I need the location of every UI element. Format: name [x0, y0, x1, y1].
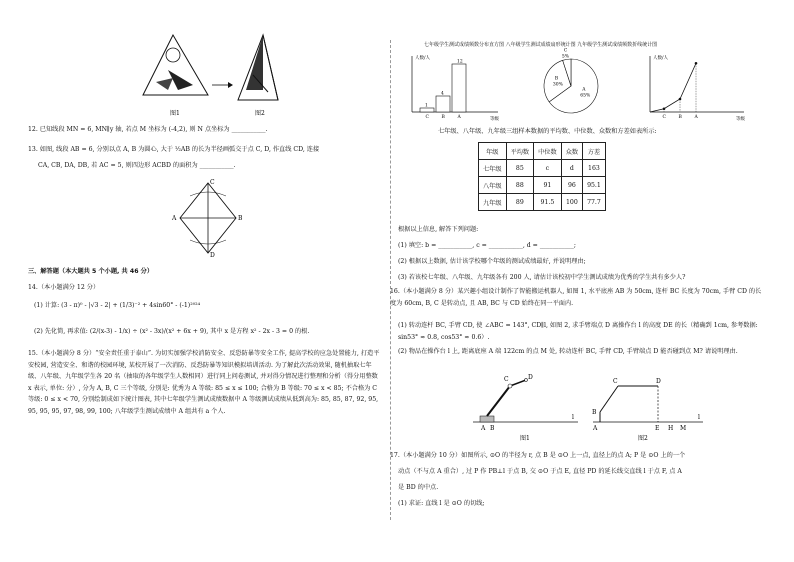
table-row [479, 194, 606, 211]
table-cell: 八年级 [479, 177, 507, 194]
y-axis-label: 人数/人 [653, 56, 669, 61]
robot-label-l: l [572, 414, 574, 421]
table-cell: 100 [561, 194, 582, 211]
table-header: 中位数 [534, 143, 562, 160]
table-cell: c [534, 160, 562, 177]
table-header: 众数 [561, 143, 582, 160]
question-14-head: 14.（本小题满分 12 分） [28, 284, 100, 291]
table-cell: 九年级 [479, 194, 507, 211]
grade7-histogram [398, 52, 508, 122]
pie-percent-label: 5% [561, 54, 569, 60]
table-cell: 88 [506, 177, 534, 194]
robot-label-d: D [528, 374, 533, 381]
label-d: D [210, 252, 215, 259]
table-header-row [479, 143, 606, 160]
label-a: A [172, 215, 177, 222]
robot2-label-l: l [698, 414, 700, 421]
x-axis-label: 等级 [736, 117, 745, 122]
table-row [479, 177, 606, 194]
x-axis-label: 等级 [490, 117, 499, 122]
robot-fig2-label: 图2 [638, 435, 648, 442]
question-12: 12. 已知线段 MN = 6, MN∥y 轴, 若点 M 坐标为 (-4,2), 则 N 点坐标为 ___________. [28, 126, 268, 133]
table-cell: 89 [506, 194, 534, 211]
table-header: 平均数 [506, 143, 534, 160]
table-cell: 七年级 [479, 160, 507, 177]
part-1: (1) 填空: b = ___________, c = ___________, d = ___________; [398, 242, 576, 249]
table-cell: 77.7 [583, 194, 606, 211]
table-cell: 91.5 [534, 194, 562, 211]
pie-category-label: A [582, 87, 586, 93]
stats-table [478, 142, 606, 211]
robot-fig1-label: 图1 [520, 435, 530, 442]
fig2-label: 图2 [255, 110, 265, 117]
question-13-line2: CA, CB, DA, DB, 若 AC = 5, 则四边形 ACBD 的面积为 ___________. [38, 162, 236, 169]
table-cell: 163 [583, 160, 606, 177]
table-header: 年级 [479, 143, 507, 160]
triangle-figures [128, 30, 288, 125]
robot-arm-figures [468, 372, 708, 442]
rhombus-figure [168, 178, 248, 258]
bar [436, 96, 450, 112]
question-15: 15.（本小题满分 8 分）“安全责任重于泰山”. 为切实加强学校消防安全、反恐防暴等安全工作, 提高学校的应急处置能力, 打造平安校园, 营造安全、和谐的校园环境, 某校开展了一次消防、反恐防暴等知识模拟培训活动. 为了解此次活动效果, 随机抽取七年级、八年级、九年级学生各 20 名（抽取的各年级学生人数相同）进行同上问卷测试, 并对得分情况进行整理和分析（得分用整数 x 表示, 单位: 分）, 分为 A, B, C 三个等级, 分别是: 优秀为 A 等级: 85 ≤ x ≤ 100; 合格为 B 等级: 70 ≤ x < 85; 不合格为 C 等级: 0 ≤ x < 70, 分别绘制成如下统计图表, 其中七年级学生测试成绩数据中 A 等级测试成绩从低到高为: 85, 85, 87, 92, 95, 95, 95, 95, 97, 98, 99, 100; 八年级学生测试成绩中 A 组共有 a 个人. [28, 350, 380, 415]
robot-label-c: C [504, 376, 509, 383]
question-13-line1: 13. 如图, 线段 AB = 6, 分别以点 A, B 为圆心, 大于 ½AB 的长为半径画弧交于点 C, D, 作直线 CD, 连接 [28, 146, 320, 153]
table-cell: 95.1 [583, 177, 606, 194]
question-14-2: (2) 先化简, 再求值: (2/(x-3) - 1/x) ÷ (x² - 3x)/(x² + 6x + 9), 其中 x 是方程 x² - 2x - 3 = 0 的根. [34, 328, 310, 335]
x-tick-label: C [662, 115, 666, 120]
question-17-line2: 动点（不与点 A 重合）, 过 P 作 PB⊥l 于点 B, 交 ⊙O 于点 E, 直径 PD 的延长线交直线 l 于点 F, 点 A [398, 468, 682, 475]
robot2-label-h: H [668, 425, 674, 432]
column-divider [390, 40, 391, 520]
table-row [479, 160, 606, 177]
label-b: B [238, 215, 243, 222]
x-tick-label: B [678, 115, 682, 120]
robot2-label-c: C [613, 378, 618, 385]
chart-titles: 七年级学生测试成绩频数分布直方图 八年级学生测试成绩扇形统计图 九年级学生测试成绩频数折线统计图 [424, 42, 658, 48]
table-header: 方差 [583, 143, 606, 160]
question-16: 16.（本小题满分 8 分）某兴趣小组设计制作了智能搬运机器人, 如图 1, 水平底座 AB 为 50cm, 连杆 BC 长度为 70cm, 手臂 CD 的长度为 60cm, B, C 是转动点, 且 AB, BC 与 CD 始终在同一平面内. [390, 288, 762, 307]
table-cell: 91 [534, 177, 562, 194]
section-3-heading: 三、解答题（本大题共 5 个小题, 共 46 分） [28, 268, 154, 275]
pie-percent-label: 65% [580, 93, 591, 99]
fig1-label: 图1 [170, 110, 180, 117]
robot2-label-m: M [680, 425, 687, 432]
x-tick-label: C [425, 115, 429, 120]
question-17-line4: (1) 求证: 直线 l 是 ⊙O 的切线; [398, 500, 485, 507]
bar [452, 64, 466, 112]
robot2-label-e: E [655, 425, 660, 432]
robot2-label-a: A [593, 425, 598, 432]
prompt: 根据以上信息, 解答下列问题: [398, 226, 479, 233]
table-cell: 85 [506, 160, 534, 177]
robot-label-a: A [481, 425, 486, 432]
label-c: C [210, 179, 215, 186]
table-cell: d [561, 160, 582, 177]
x-tick-label: A [694, 115, 698, 120]
robot-label-b: B [490, 425, 495, 432]
part-3: (3) 若该校七年级、八年级、九年级各有 200 人, 请估计该校初中学生测试成绩为优秀的学生共有多少人? [398, 274, 686, 281]
grade9-line-chart [636, 52, 756, 122]
pie-percent-label: 30% [552, 82, 563, 88]
question-14-1: (1) 计算: (3 - π)⁰ - |√3 - 2| + (1/3)⁻² + 4sin60° - (-1)²⁰²⁴ [34, 302, 201, 309]
question-16-1: (1) 转动连杆 BC, 手臂 CD, 使 ∠ABC = 143°, CD∥l, 如图 2, 求手臂端点 D 离操作台 l 的高度 DE 的长（精确到 1cm, 参考数据: sin53° ≈ 0.8, cos53° ≈ 0.6）. [398, 322, 758, 341]
bar-value-label: 4 [441, 91, 444, 97]
x-tick-label: A [457, 115, 461, 120]
bar-value-label: 12 [457, 59, 463, 65]
robot2-label-b: B [592, 409, 597, 416]
part-2: (2) 根据以上数据, 估计该学校哪个年级的测试成绩最好, 并说明理由; [398, 258, 586, 265]
bar [420, 108, 434, 112]
robot2-label-d: D [656, 378, 661, 385]
series-line [650, 63, 696, 112]
y-axis-label: 人数/人 [415, 56, 431, 61]
x-tick-label: B [441, 115, 445, 120]
question-17-line1: 17.（本小题满分 10 分）如图所示, ⊙O 的半径为 r, 点 B 是 ⊙O 上一点, 直径上的点 A; P 是 ⊙O 上的一个 [390, 452, 686, 459]
pie-category-label: B [554, 76, 559, 82]
table-intro: 七年级、八年级、九年级三组样本数据的平均数、中位数、众数和方差如表所示: [438, 128, 657, 135]
question-16-2: (2) 物品在操作台 l 上, 距离底座 A 端 122cm 的点 M 处, 转动连杆 BC, 手臂 CD, 手臂端点 D 能否碰到点 M? 请说明理由. [398, 348, 738, 355]
table-cell: 96 [561, 177, 582, 194]
grade8-pie-chart [516, 48, 626, 122]
pie-category-label: C [563, 48, 568, 54]
question-17-line3: 是 BD 的中点. [398, 484, 439, 491]
bar-value-label: 1 [425, 103, 428, 109]
